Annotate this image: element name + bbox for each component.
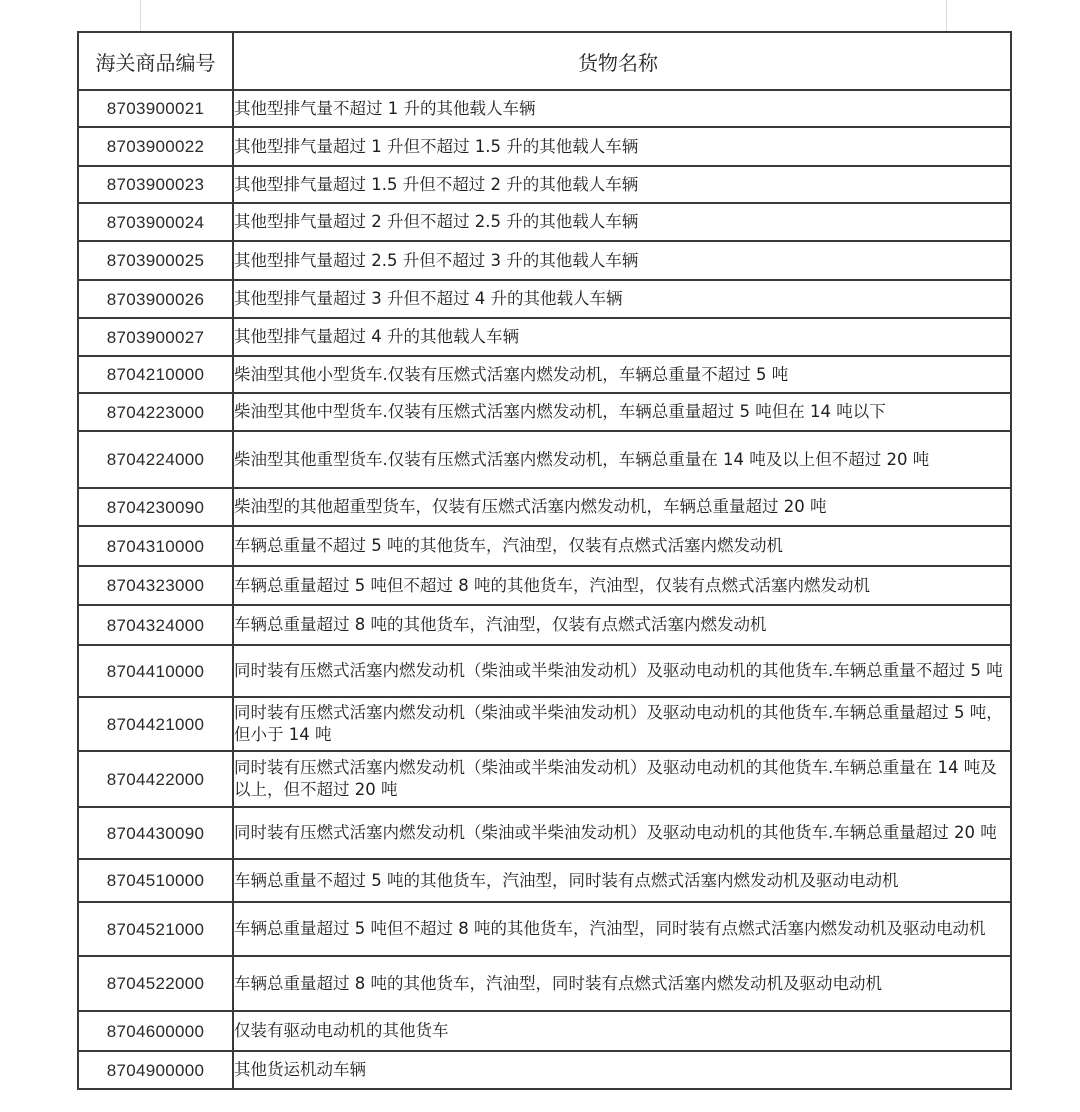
hs-code-cell: 8703900023 [78,166,233,203]
table-row [78,859,1011,902]
column-header-name: 货物名称 [233,32,1011,90]
table-row [78,697,1011,751]
goods-name-cell: 其他货运机动车辆 [233,1051,1011,1089]
goods-name-cell: 车辆总重量超过 5 吨但不超过 8 吨的其他货车，汽油型，同时装有点燃式活塞内燃发动机及驱动电动机 [233,902,1011,956]
table-row [78,605,1011,645]
table-header-row [78,32,1011,90]
table-row [78,127,1011,166]
table-row [78,356,1011,393]
column-header-code: 海关商品编号 [78,32,233,90]
goods-name-cell: 柴油型的其他超重型货车，仅装有压燃式活塞内燃发动机，车辆总重量超过 20 吨 [233,488,1011,526]
goods-name-cell: 柴油型其他中型货车.仅装有压燃式活塞内燃发动机，车辆总重量超过 5 吨但在 14 吨以下 [233,393,1011,431]
table-row [78,318,1011,356]
table-row [78,566,1011,605]
table-row [78,807,1011,859]
goods-name-cell: 仅装有驱动电动机的其他货车 [233,1011,1011,1051]
hs-code-cell: 8703900021 [78,90,233,127]
goods-name-cell: 车辆总重量超过 5 吨但不超过 8 吨的其他货车，汽油型，仅装有点燃式活塞内燃发动机 [233,566,1011,605]
table-row [78,166,1011,203]
table-row [78,393,1011,431]
goods-name-cell: 其他型排气量超过 2.5 升但不超过 3 升的其他载人车辆 [233,241,1011,280]
table-row [78,1011,1011,1051]
goods-name-cell: 同时装有压燃式活塞内燃发动机（柴油或半柴油发动机）及驱动电动机的其他货车.车辆总重量不超过 5 吨 [233,645,1011,697]
hs-code-cell: 8703900027 [78,318,233,356]
goods-name-cell: 同时装有压燃式活塞内燃发动机（柴油或半柴油发动机）及驱动电动机的其他货车.车辆总重量超过 20 吨 [233,807,1011,859]
hs-code-cell: 8703900022 [78,127,233,166]
goods-name-cell: 其他型排气量超过 3 升但不超过 4 升的其他载人车辆 [233,280,1011,318]
hs-code-cell: 8704223000 [78,393,233,431]
hs-code-cell: 8704421000 [78,697,233,751]
hs-code-cell: 8704422000 [78,751,233,807]
goods-name-cell: 其他型排气量不超过 1 升的其他载人车辆 [233,90,1011,127]
hs-code-cell: 8704323000 [78,566,233,605]
hs-code-cell: 8704600000 [78,1011,233,1051]
goods-name-cell: 车辆总重量不超过 5 吨的其他货车，汽油型，仅装有点燃式活塞内燃发动机 [233,526,1011,566]
tariff-table [77,31,1012,1090]
goods-name-cell: 柴油型其他小型货车.仅装有压燃式活塞内燃发动机，车辆总重量不超过 5 吨 [233,356,1011,393]
goods-name-cell: 柴油型其他重型货车.仅装有压燃式活塞内燃发动机，车辆总重量在 14 吨及以上但不超过 20 吨 [233,431,1011,488]
table-body [78,90,1011,1089]
goods-name-cell: 车辆总重量超过 8 吨的其他货车，汽油型，仅装有点燃式活塞内燃发动机 [233,605,1011,645]
hs-code-cell: 8704900000 [78,1051,233,1089]
hs-code-cell: 8704522000 [78,956,233,1011]
hs-code-cell: 8704210000 [78,356,233,393]
table-row [78,488,1011,526]
goods-name-cell: 车辆总重量超过 8 吨的其他货车，汽油型，同时装有点燃式活塞内燃发动机及驱动电动机 [233,956,1011,1011]
table-row [78,526,1011,566]
hs-code-cell: 8704224000 [78,431,233,488]
table-row [78,431,1011,488]
goods-name-cell: 其他型排气量超过 4 升的其他载人车辆 [233,318,1011,356]
table-row [78,241,1011,280]
page-edge-right [946,0,947,31]
page-edge-left [140,0,141,31]
table-row [78,751,1011,807]
hs-code-cell: 8704430090 [78,807,233,859]
goods-name-cell: 其他型排气量超过 1.5 升但不超过 2 升的其他载人车辆 [233,166,1011,203]
hs-code-cell: 8704510000 [78,859,233,902]
goods-name-cell: 车辆总重量不超过 5 吨的其他货车，汽油型，同时装有点燃式活塞内燃发动机及驱动电动机 [233,859,1011,902]
table-row [78,203,1011,241]
table-row [78,280,1011,318]
hs-code-cell: 8704521000 [78,902,233,956]
table-row [78,956,1011,1011]
table-row [78,645,1011,697]
goods-name-cell: 其他型排气量超过 2 升但不超过 2.5 升的其他载人车辆 [233,203,1011,241]
goods-name-cell: 同时装有压燃式活塞内燃发动机（柴油或半柴油发动机）及驱动电动机的其他货车.车辆总重量超过 5 吨，但小于 14 吨 [233,697,1011,751]
hs-code-cell: 8704310000 [78,526,233,566]
hs-code-cell: 8703900024 [78,203,233,241]
goods-name-cell: 其他型排气量超过 1 升但不超过 1.5 升的其他载人车辆 [233,127,1011,166]
table-row [78,1051,1011,1089]
table-row [78,902,1011,956]
table-row [78,90,1011,127]
hs-code-cell: 8704324000 [78,605,233,645]
goods-name-cell: 同时装有压燃式活塞内燃发动机（柴油或半柴油发动机）及驱动电动机的其他货车.车辆总重量在 14 吨及以上，但不超过 20 吨 [233,751,1011,807]
hs-code-cell: 8703900025 [78,241,233,280]
hs-code-cell: 8704230090 [78,488,233,526]
hs-code-cell: 8704410000 [78,645,233,697]
hs-code-cell: 8703900026 [78,280,233,318]
